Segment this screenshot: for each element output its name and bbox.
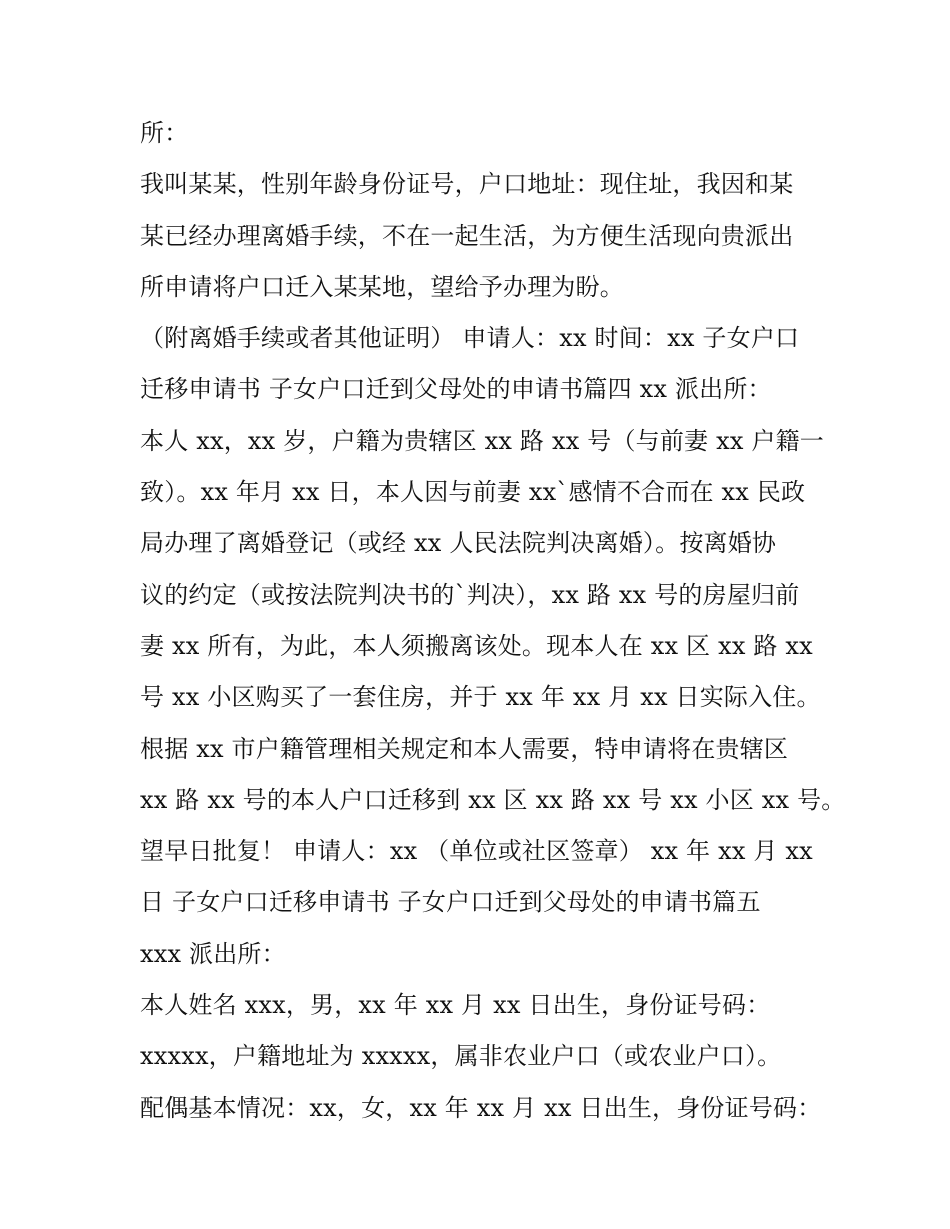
text-line: 日 子女户口迁移申请书 子女户口迁到父母处的申请书篇五 (140, 888, 761, 917)
text-line: 根据 xx 市户籍管理相关规定和本人需要，特申请将在贵辖区 (140, 734, 789, 763)
document-body (140, 108, 846, 1134)
text-line: 迁移申请书 子女户口迁到父母处的申请书篇四 xx 派出所： (140, 375, 772, 404)
text-line: 配偶基本情况：xx，女，xx 年 xx 月 xx 日出生，身份证号码： (140, 1093, 822, 1122)
text-line: 我叫某某，性别年龄身份证号，户口地址：现住址，我因和某 (140, 170, 794, 199)
text-line: 议的约定（或按法院判决书的`判决），xx 路 xx 号的房屋归前 (140, 580, 800, 609)
text-line: 望早日批复！ 申请人：xx （单位或社区签章） xx 年 xx 月 xx (140, 837, 813, 866)
text-line: 所： (140, 119, 189, 147)
text-line: xxxxx，户籍地址为 xxxxx，属非农业户口（或农业户口）。 (140, 1042, 782, 1071)
text-line: 妻 xx 所有，为此，本人须搬离该处。现本人在 xx 区 xx 路 xx (140, 631, 813, 660)
text-line: xxx 派出所： (140, 939, 286, 968)
text-line: xx 路 xx 号的本人户口迁移到 xx 区 xx 路 xx 号 xx 小区 xx 号。 (140, 785, 846, 814)
text-line: 所申请将户口迁入某某地，望给予办理为盼。 (140, 272, 624, 301)
text-line: （附离婚手续或者其他证明） 申请人：xx 时间：xx 子女户口 (140, 324, 800, 353)
text-line: 本人 xx，xx 岁，户籍为贵辖区 xx 路 xx 号（与前妻 xx 户籍一 (140, 426, 824, 455)
text-line: 局办理了离婚登记（或经 xx 人民法院判决离婚）。按离婚协 (140, 529, 777, 558)
text-line: 号 xx 小区购买了一套住房，并于 xx 年 xx 月 xx 日实际入住。 (140, 683, 821, 712)
text-line: 本人姓名 xxx，男，xx 年 xx 月 xx 日出生，身份证号码： (140, 991, 771, 1020)
text-line: 致）。xx 年月 xx 日，本人因与前妻 xx`感情不合而在 xx 民政 (140, 478, 806, 507)
text-line: 某已经办理离婚手续，不在一起生活，为方便生活现向贵派出 (140, 221, 794, 250)
